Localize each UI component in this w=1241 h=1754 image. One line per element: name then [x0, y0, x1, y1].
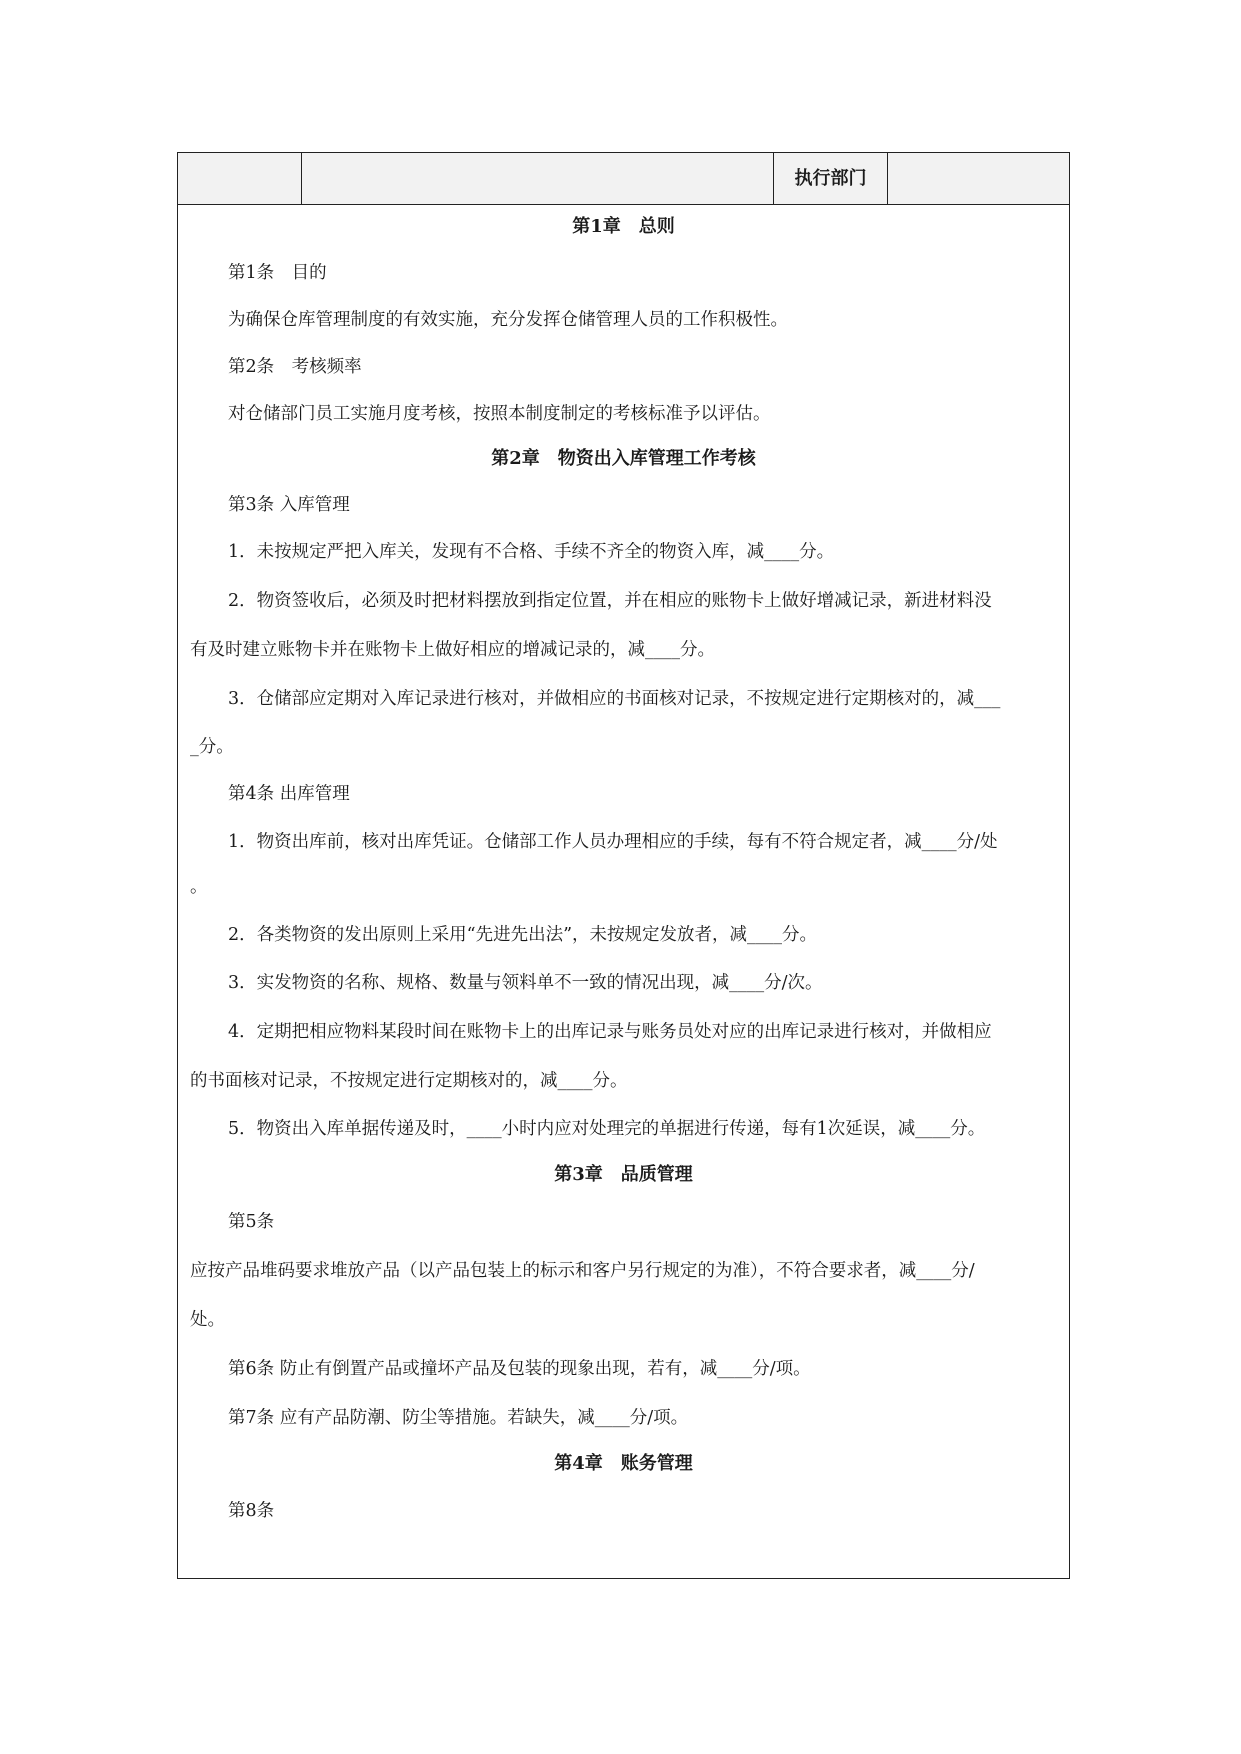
chapter-1-title: 第1章 总则 [572, 216, 675, 237]
article-4-item-3: 3．实发物资的名称、规格、数量与领料单不一致的情况出现，减____分/次。 [228, 973, 823, 993]
article-3-item-3-line-2: _分。 [190, 737, 234, 757]
article-2-heading: 第2条 考核频率 [228, 357, 362, 377]
article-8-heading: 第8条 [228, 1501, 275, 1521]
header-cell-1 [178, 153, 302, 204]
document-table [177, 152, 1070, 1579]
article-1-text: 为确保仓库管理制度的有效实施，充分发挥仓储管理人员的工作积极性。 [228, 310, 788, 330]
chapter-4-title: 第4章 账务管理 [554, 1453, 693, 1474]
article-3-item-1: 1．未按规定严把入库关，发现有不合格、手续不齐全的物资入库，减____分。 [228, 542, 835, 562]
header-row [178, 153, 1069, 205]
article-3-item-2-line-2: 有及时建立账物卡并在账物卡上做好相应的增减记录的，减____分。 [190, 640, 715, 660]
article-4-item-5: 5．物资出入库单据传递及时，____小时内应对处理完的单据进行传递，每有1次延误，减____分。 [228, 1119, 986, 1139]
article-4-heading: 第4条 出库管理 [228, 784, 350, 804]
article-5-text-line-2: 处。 [190, 1310, 225, 1330]
article-2-text: 对仓储部门员工实施月度考核，按照本制度制定的考核标准予以评估。 [228, 404, 771, 424]
article-6-text: 第6条 防止有倒置产品或撞坏产品及包装的现象出现，若有，减____分/项。 [228, 1359, 811, 1379]
article-3-heading: 第3条 入库管理 [228, 495, 350, 515]
article-4-item-4-line-1: 4．定期把相应物料某段时间在账物卡上的出库记录与账务员处对应的出库记录进行核对，并做相应 [228, 1022, 992, 1042]
article-7-text: 第7条 应有产品防潮、防尘等措施。若缺失，减____分/项。 [228, 1408, 689, 1428]
article-4-item-2: 2．各类物资的发出原则上采用“先进先出法”，未按规定发放者，减____分。 [228, 925, 818, 945]
article-3-item-2-line-1: 2．物资签收后，必须及时把材料摆放到指定位置，并在相应的账物卡上做好增减记录，新进材料没 [228, 591, 992, 611]
article-5-text-line-1: 应按产品堆码要求堆放产品（以产品包装上的标示和客户另行规定的为准），不符合要求者，减____分/ [190, 1261, 975, 1281]
article-3-item-3-line-1: 3．仓储部应定期对入库记录进行核对，并做相应的书面核对记录，不按规定进行定期核对的，减___ [228, 689, 1001, 709]
article-4-item-4-line-2: 的书面核对记录，不按规定进行定期核对的，减____分。 [190, 1071, 628, 1091]
article-4-item-1-line-2: 。 [190, 877, 208, 897]
chapter-3-title: 第3章 品质管理 [554, 1164, 693, 1185]
article-5-heading: 第5条 [228, 1212, 275, 1232]
executing-department-value [888, 153, 1069, 204]
article-4-item-1-line-1: 1．物资出库前，核对出库凭证。仓储部工作人员办理相应的手续，每有不符合规定者，减____分/处 [228, 832, 998, 852]
chapter-2-title: 第2章 物资出入库管理工作考核 [491, 448, 756, 469]
header-cell-2 [302, 153, 774, 204]
executing-department-label: 执行部门 [774, 153, 888, 204]
article-1-heading: 第1条 目的 [228, 263, 327, 283]
